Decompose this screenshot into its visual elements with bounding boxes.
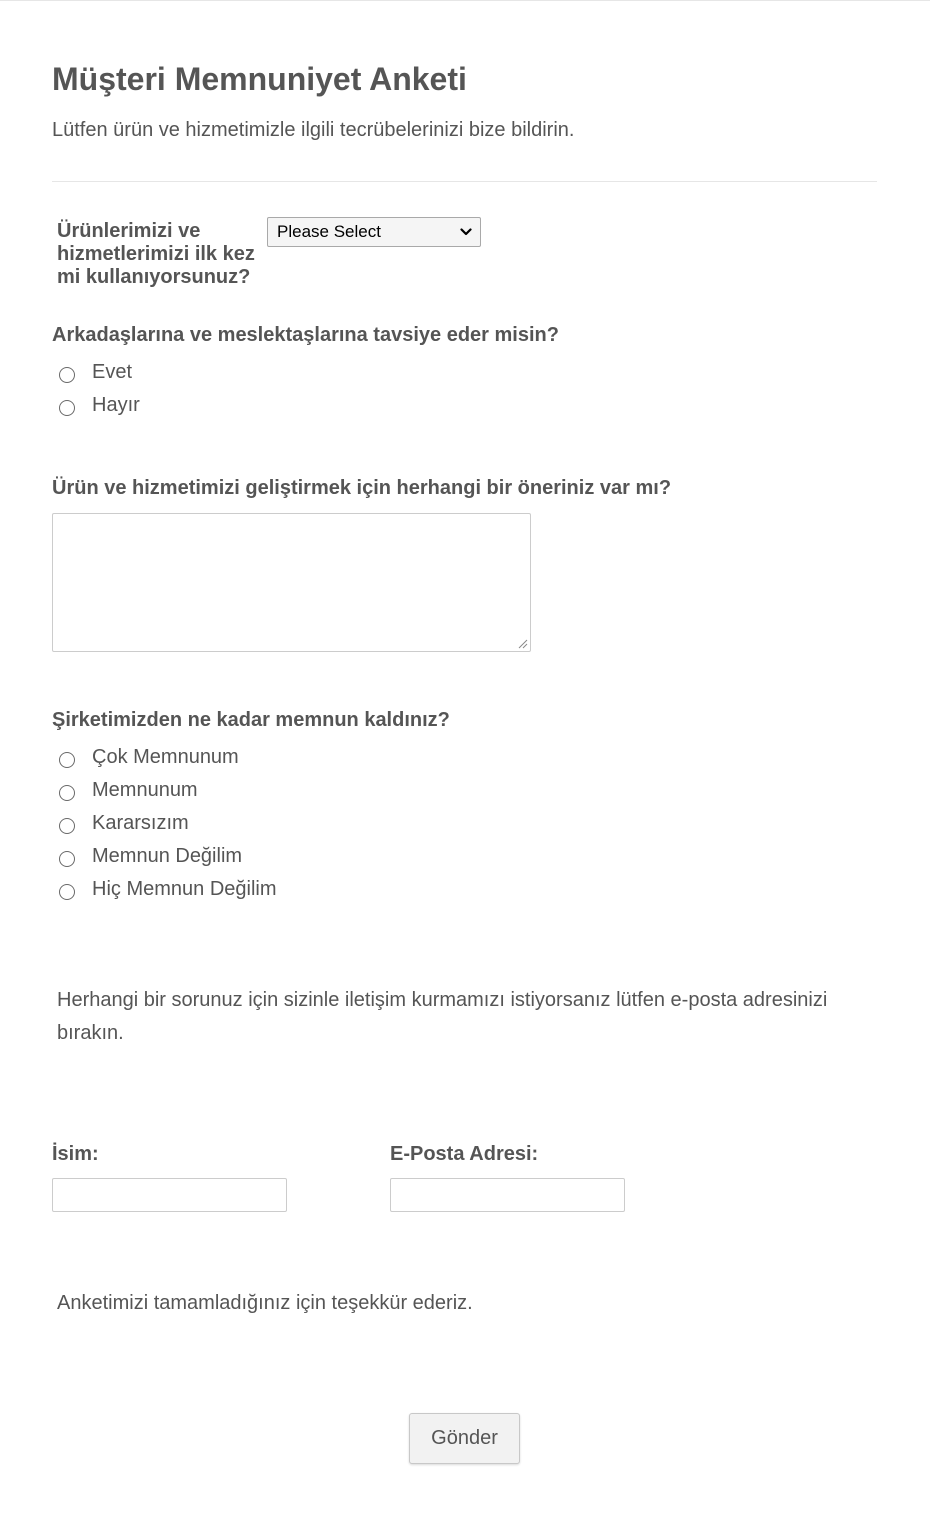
radio-option-hayir[interactable] bbox=[59, 391, 140, 419]
resize-handle-icon[interactable] bbox=[518, 639, 528, 649]
divider bbox=[52, 181, 877, 182]
form-title: Müşteri Memnuniyet Anketi bbox=[52, 61, 467, 97]
radio-label: Memnun Değilim bbox=[92, 844, 243, 867]
name-input[interactable] bbox=[52, 1178, 287, 1212]
contact-note: Herhangi bir sorunuz için sizinle iletişim kurmamızı istiyorsanız lütfen e-posta adresinizi bırakın. bbox=[57, 989, 828, 1044]
radio-label: Hayır bbox=[92, 393, 140, 416]
first-time-question-label: Ürünlerimizi ve hizmetlerimizi ilk kez mi kullanıyorsunuz? bbox=[57, 220, 255, 288]
radio-button[interactable] bbox=[59, 367, 75, 383]
radio-label: Çok Memnunum bbox=[92, 745, 239, 768]
radio-option-evet[interactable] bbox=[59, 358, 132, 386]
radio-button[interactable] bbox=[59, 752, 75, 768]
radio-option-hic-memnun-degilim[interactable] bbox=[59, 875, 277, 903]
radio-label: Hiç Memnun Değilim bbox=[92, 877, 277, 900]
radio-label: Memnunum bbox=[92, 778, 198, 801]
radio-option-memnun-degilim[interactable] bbox=[59, 842, 242, 870]
radio-button[interactable] bbox=[59, 400, 75, 416]
radio-option-memnunum[interactable] bbox=[59, 776, 198, 804]
form-subtitle: Lütfen ürün ve hizmetimizle ilgili tecrübelerinizi bize bildirin. bbox=[52, 119, 575, 141]
suggestion-textarea[interactable] bbox=[52, 513, 531, 652]
thanks-text: Anketimizi tamamladığınız için teşekkür ederiz. bbox=[57, 1292, 473, 1314]
first-time-select-value: Please Select bbox=[277, 222, 381, 241]
name-label: İsim: bbox=[52, 1143, 99, 1165]
chevron-down-icon bbox=[460, 227, 472, 237]
radio-option-kararsizim[interactable] bbox=[59, 809, 189, 837]
radio-button[interactable] bbox=[59, 884, 75, 900]
radio-button[interactable] bbox=[59, 851, 75, 867]
email-input[interactable] bbox=[390, 1178, 625, 1212]
radio-label: Evet bbox=[92, 360, 133, 383]
radio-option-cok-memnunum[interactable] bbox=[59, 743, 239, 771]
radio-label: Kararsızım bbox=[92, 811, 189, 834]
suggestion-question-label: Ürün ve hizmetimizi geliştirmek için herhangi bir öneriniz var mı? bbox=[52, 477, 672, 499]
radio-button[interactable] bbox=[59, 818, 75, 834]
recommend-question-label: Arkadaşlarına ve meslektaşlarına tavsiye eder misin? bbox=[52, 324, 559, 346]
submit-button[interactable]: Gönder bbox=[409, 1413, 520, 1464]
satisfaction-question-label: Şirketimizden ne kadar memnun kaldınız? bbox=[52, 709, 450, 731]
first-time-select[interactable] bbox=[267, 217, 481, 247]
radio-button[interactable] bbox=[59, 785, 75, 801]
email-label: E-Posta Adresi: bbox=[390, 1143, 539, 1165]
